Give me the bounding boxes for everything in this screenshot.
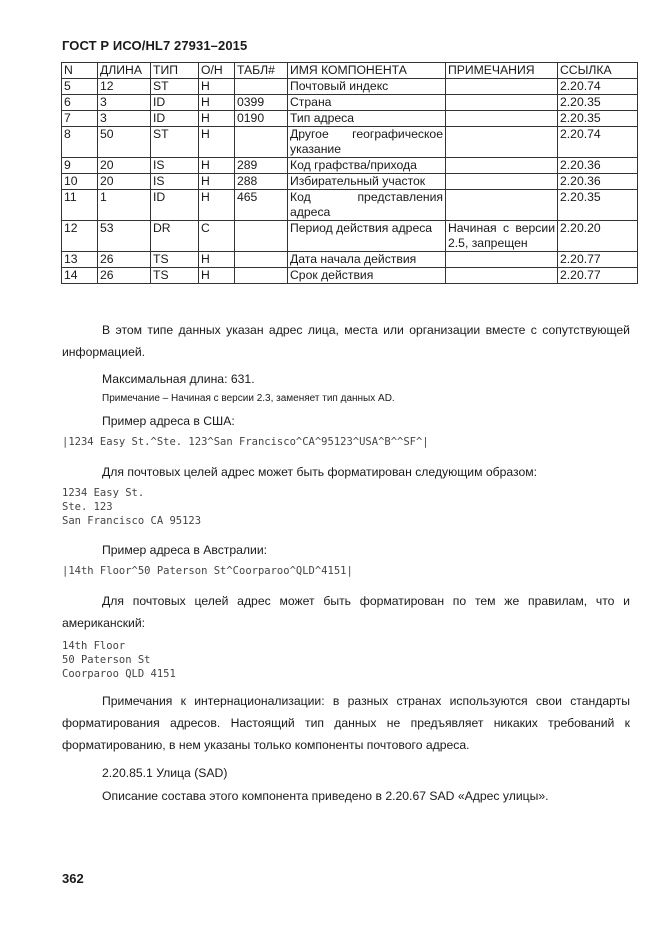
address-usa-formatted: 1234 Easy St. Ste. 123 San Francisco CA 95123 bbox=[62, 487, 202, 527]
table-cell: H bbox=[199, 252, 235, 268]
table-cell: 8 bbox=[62, 127, 98, 158]
table-cell: H bbox=[199, 127, 235, 158]
table-cell: C bbox=[199, 221, 235, 252]
table-row bbox=[62, 127, 638, 158]
table-cell: 2.20.74 bbox=[558, 79, 638, 95]
section-heading-sad: 2.20.85.1 Улица (SAD) bbox=[102, 766, 228, 780]
table-cell: IS bbox=[151, 174, 199, 190]
table-row bbox=[62, 158, 638, 174]
table-cell: 1 bbox=[98, 190, 151, 221]
table-cell: H bbox=[199, 111, 235, 127]
table-cell: H bbox=[199, 79, 235, 95]
table-cell: 2.20.77 bbox=[558, 252, 638, 268]
table-cell: 0190 bbox=[235, 111, 288, 127]
table-header-row bbox=[62, 63, 638, 79]
table-cell: 289 bbox=[235, 158, 288, 174]
paragraph-intro: В этом типе данных указан адрес лица, места или организации вместе с сопутствующей информацией. bbox=[62, 323, 630, 359]
table-cell bbox=[446, 252, 558, 268]
table-row bbox=[62, 95, 638, 111]
table-cell: 11 bbox=[62, 190, 98, 221]
table-cell bbox=[235, 127, 288, 158]
table-cell: H bbox=[199, 268, 235, 284]
table-cell: Начиная с версии 2.5, запрещен bbox=[446, 221, 558, 252]
table-cell: 6 bbox=[62, 95, 98, 111]
column-header: ИМЯ КОМПОНЕНТА bbox=[288, 63, 446, 79]
table-cell bbox=[446, 111, 558, 127]
table-cell: TS bbox=[151, 268, 199, 284]
code-usa-address: |1234 Easy St.^Ste. 123^San Francisco^CA^95123^USA^B^^SF^| bbox=[62, 436, 429, 448]
table-cell: Срок действия bbox=[288, 268, 446, 284]
table-cell bbox=[235, 252, 288, 268]
table-cell: 2.20.77 bbox=[558, 268, 638, 284]
table-row bbox=[62, 174, 638, 190]
code-australia-address: |14th Floor^50 Paterson St^Coorparoo^QLD^4151| bbox=[62, 565, 353, 577]
table-cell: H bbox=[199, 174, 235, 190]
table-cell: 2.20.20 bbox=[558, 221, 638, 252]
table-cell: 3 bbox=[98, 95, 151, 111]
table-cell bbox=[446, 158, 558, 174]
table-cell: 50 bbox=[98, 127, 151, 158]
table-cell: TS bbox=[151, 252, 199, 268]
table-cell: 2.20.35 bbox=[558, 190, 638, 221]
table-cell: 12 bbox=[98, 79, 151, 95]
table-cell: Код представления адреса bbox=[288, 190, 446, 221]
paragraph-usa-example: Пример адреса в США: bbox=[102, 414, 235, 428]
table-cell bbox=[446, 79, 558, 95]
table-cell: 53 bbox=[98, 221, 151, 252]
table-cell: DR bbox=[151, 221, 199, 252]
table-row bbox=[62, 221, 638, 252]
column-header: ТИП bbox=[151, 63, 199, 79]
table-cell bbox=[235, 221, 288, 252]
table-cell bbox=[446, 190, 558, 221]
table-cell bbox=[235, 268, 288, 284]
table-cell: ST bbox=[151, 127, 199, 158]
paragraph-sad-reference: Описание состава этого компонента приведено в 2.20.67 SAD «Адрес улицы». bbox=[102, 789, 549, 803]
table-cell: 12 bbox=[62, 221, 98, 252]
paragraph-australia-example: Пример адреса в Австралии: bbox=[102, 543, 268, 557]
document-header: ГОСТ Р ИСО/HL7 27931–2015 bbox=[62, 38, 248, 53]
table-cell bbox=[235, 79, 288, 95]
table-cell: ID bbox=[151, 111, 199, 127]
table-cell bbox=[446, 174, 558, 190]
table-cell: 465 bbox=[235, 190, 288, 221]
column-header: ПРИМЕЧАНИЯ bbox=[446, 63, 558, 79]
table-cell: H bbox=[199, 95, 235, 111]
table-cell: Почтовый индекс bbox=[288, 79, 446, 95]
table-cell: H bbox=[199, 190, 235, 221]
table-cell: Период действия адреса bbox=[288, 221, 446, 252]
paragraph-max-length: Максимальная длина: 631. bbox=[102, 372, 255, 386]
table-cell: H bbox=[199, 158, 235, 174]
paragraph-postal-format: Для почтовых целей адрес может быть форматирован следующим образом: bbox=[102, 465, 538, 479]
table-cell: Код графства/прихода bbox=[288, 158, 446, 174]
column-header: ДЛИНА bbox=[98, 63, 151, 79]
table-cell: Избирательный участок bbox=[288, 174, 446, 190]
table-cell bbox=[446, 127, 558, 158]
table-cell: 5 bbox=[62, 79, 98, 95]
table-row bbox=[62, 79, 638, 95]
column-header: ТАБЛ# bbox=[235, 63, 288, 79]
table-cell bbox=[446, 268, 558, 284]
components-table bbox=[61, 62, 638, 284]
table-cell: 3 bbox=[98, 111, 151, 127]
table-cell: ST bbox=[151, 79, 199, 95]
page-number: 362 bbox=[62, 871, 84, 886]
paragraph-internationalization: Примечания к интернационализации: в разных странах используются свои стандарты форматирования адресов. Настоящий тип данных не предъявляет никаких требований к форматированию, в нем указаны только компоненты почтового адреса. bbox=[62, 694, 630, 752]
table-cell: 7 bbox=[62, 111, 98, 127]
table-cell: 288 bbox=[235, 174, 288, 190]
table-cell: 26 bbox=[98, 268, 151, 284]
column-header: N bbox=[62, 63, 98, 79]
table-cell: 13 bbox=[62, 252, 98, 268]
table-cell: Тип адреса bbox=[288, 111, 446, 127]
table-cell: 26 bbox=[98, 252, 151, 268]
table-cell: 20 bbox=[98, 174, 151, 190]
table-cell: Страна bbox=[288, 95, 446, 111]
table-cell: 20 bbox=[98, 158, 151, 174]
table-cell bbox=[446, 95, 558, 111]
table-cell: 9 bbox=[62, 158, 98, 174]
table-cell: Другое географическое указание bbox=[288, 127, 446, 158]
table-row bbox=[62, 190, 638, 221]
table-cell: IS bbox=[151, 158, 199, 174]
table-cell: Дата начала действия bbox=[288, 252, 446, 268]
table-row bbox=[62, 252, 638, 268]
table-cell: 2.20.35 bbox=[558, 111, 638, 127]
table-cell: 10 bbox=[62, 174, 98, 190]
table-cell: ID bbox=[151, 190, 199, 221]
table-cell: 2.20.35 bbox=[558, 95, 638, 111]
table-cell: 14 bbox=[62, 268, 98, 284]
address-australia-formatted: 14th Floor 50 Paterson St Coorparoo QLD 4151 bbox=[62, 640, 176, 680]
table-cell: 2.20.36 bbox=[558, 158, 638, 174]
table-row bbox=[62, 268, 638, 284]
table-row bbox=[62, 111, 638, 127]
column-header: О/Н bbox=[199, 63, 235, 79]
note-version: Примечание – Начиная с версии 2.3, заменяет тип данных AD. bbox=[102, 393, 395, 404]
column-header: ССЫЛКА bbox=[558, 63, 638, 79]
table-cell: 2.20.74 bbox=[558, 127, 638, 158]
table-cell: ID bbox=[151, 95, 199, 111]
paragraph-postal-format-2: Для почтовых целей адрес может быть форматирован по тем же правилам, что и американский: bbox=[62, 594, 630, 630]
table-cell: 0399 bbox=[235, 95, 288, 111]
table-cell: 2.20.36 bbox=[558, 174, 638, 190]
